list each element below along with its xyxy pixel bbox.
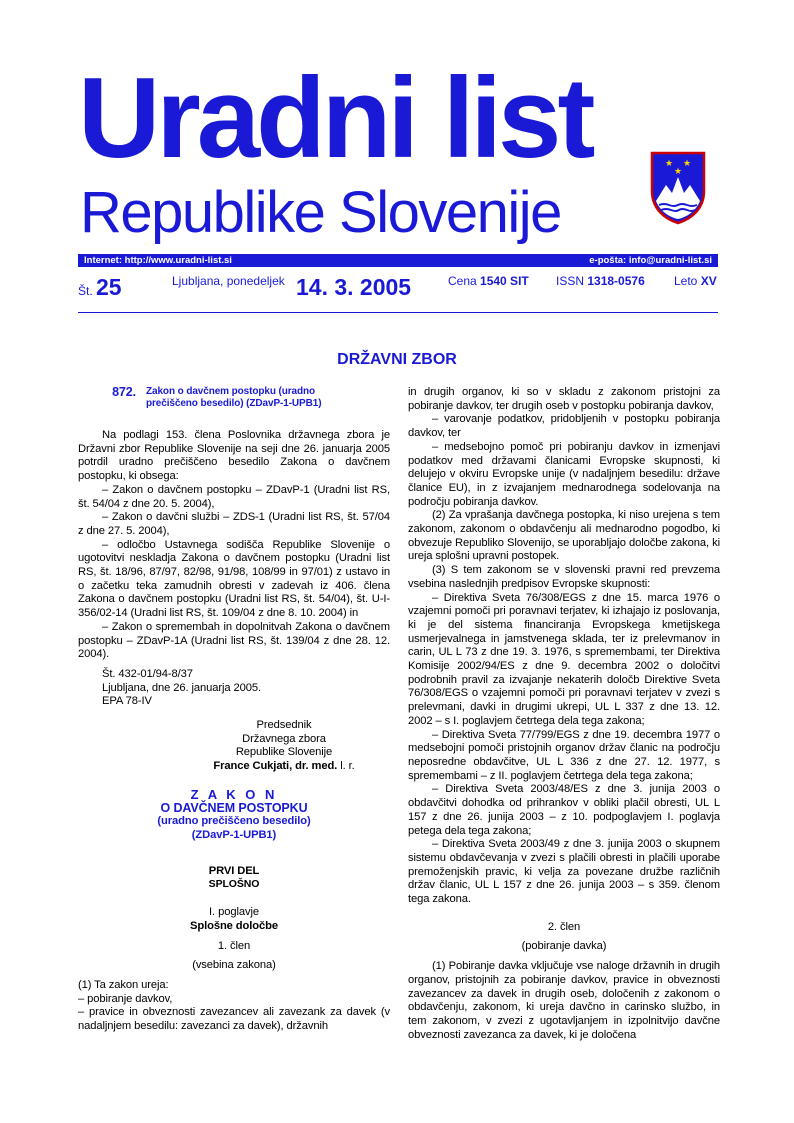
part-heading: PRVI DEL [208,864,260,877]
list-item: – Direktiva Sveta 2003/49 z dne 3. junija 2003 o skupnem sistemu obdavčevanja v zvezi s plačili obresti in plačili uporabe premoženjskih pravic, ki velja za povezane družbe različnih držav članic, UL L 157 z dne 26. junija 2003 – s 359. členom tega zakona. [408,838,720,906]
paragraph: (2) Za vprašanja davčnega postopka, ki niso urejena s tem zakonom, zakonom o obdavčenju ali mednarodno pogodbo, ki obvezuje Republiko Slovenijo, se uporabljajo določbe zakona, ki ureja splošni upravni postopek. [408,509,720,563]
issn: ISSN 1318-0576 [556,274,645,288]
paragraph: (1) Pobiranje davka vključuje vse naloge državnih in drugih organov, pristojnih za pobiranje davkov, pravice in obveznosti zavezancev za davek in drugih oseb, določenih z zakonom o obdavčenju, zakonom, ki ureja davčno in carinsko službo, in tem zakonom, v zvezi z ugotavljanjem in izpolnitvijo davčne obveznosti zavezanca za davek, ki je določena [408,960,720,1041]
place-day: Ljubljana, ponedeljek [172,274,285,288]
header-divider [78,312,718,313]
year: Leto XV [674,274,717,288]
paragraph: (3) S tem zakonom se v slovenski pravni red prevzema vsebina naslednjih predpisov Evropske skupnosti: [408,564,720,590]
section-title: DRŽAVNI ZBOR [337,351,457,368]
internet-link[interactable]: Internet: http://www.uradni-list.si [84,255,232,266]
article-title: (pobiranje davka) [521,940,607,953]
list-item: – pravice in obveznosti zavezancev ali zavezank za davek (v nadaljnjem besedilu: zavezanci za davek), državnih [78,1006,390,1033]
reference-date: Ljubljana, dne 26. januarja 2005. [102,681,262,694]
paragraph: Na podlagi 153. člena Poslovnika državnega zbora je Državni zbor Republike Slovenije na seji dne 26. januarja 2005 potrdil uradno prečiščeno besedilo Zakona o davčnem postopku, ki obsega: [78,429,390,483]
signatory-name: France Cukjati, dr. med. [213,760,338,773]
list-item: – Zakon o spremembah in dopolnitvah Zakona o davčnem postopku – ZDavP-1A (Uradni list RS, št. 139/04 z dne 28. 12. 2004). [78,620,390,661]
email-link[interactable]: e-pošta: info@uradni-list.si [589,255,712,266]
price: Cena 1540 SIT [448,274,529,288]
coat-of-arms-icon [649,151,707,225]
svg-text:★: ★ [664,159,674,169]
masthead-title: Uradni list [78,55,592,182]
item-title: Zakon o davčnem postopku (uradno prečiščeno besedilo) (ZDavP-1-UPB1) [146,386,322,409]
article-heading: 1. člen [217,939,251,952]
law-name: O DAVČNEM POSTOPKU [160,800,308,815]
issue-date: 14. 3. 2005 [296,274,412,300]
signature-block: Predsednik Državnega zbora Republike Slovenije France Cukjati, dr. med. l. r. [213,719,355,773]
list-item: – Zakon o davčnem postopku – ZDavP-1 (Uradni list RS, št. 54/04 z dne 20. 5. 2004), [78,483,390,510]
masthead-subtitle: Republike Slovenije [80,180,561,245]
list-item: – pobiranje davkov, [78,992,173,1005]
list-item: – odločbo Ustavnega sodišča Republike Slovenije o ugotovitvi neskladja Zakona o davčnem postopku (Uradni list RS, št. 18/96, 87/97, 82/98, 91/98, 108/99 in 97/01) z ustavo in o začetku teka zamudnih obresti v zadevah iz 406. člena Zakona o davčnem postopku (Uradni list RS, št. 54/04), št. U-I-356/02-14 (Uradni list RS, št. 109/04 z dne 8. 10. 2004) in [78,538,390,620]
list-item: – Direktiva Sveta 76/308/EGS z dne 15. marca 1976 o vzajemni pomoči pri poravnavi terjatev, ki izhajajo iz poslovanja, ki je del sistema financiranja Evropskega kmetijskega usmerjevalnega in jamstvenega sklada, ter iz prelevmanov in carin, UL L 73 z dne 19. 3. 1976, s spremembami, ter Direktiva Komisije 2002/94/ES z dne 9. decembra 2002 o določitvi podrobnih pravil za izvajanje nekaterih določb Direktive Sveta 76/308/EGS o vzajemni pomoči pri poravnavi terjatev v zvezi s prelevmani, davki in drugimi ukrepi, UL L 337 z dne 13. 12. 2002 – s I. poglavjem četrtega dela tega zakona; [408,591,720,727]
item-heading [78,386,390,410]
law-heading: Z A K O N [190,786,278,802]
svg-text:★: ★ [673,167,683,177]
law-abbreviation: (ZDavP-1-UPB1) [191,828,277,841]
list-item: – varovanje podatkov, pridobljenih v postopku pobiranja davkov, ter [408,413,720,440]
reference-number: Št. 432-01/94-8/37 [102,667,193,680]
paragraph: in drugih organov, ki so v skladu z zakonom pristojni za pobiranje davkov, ter drugih oseb v postopku pobiranja davkov, [408,386,720,412]
chapter-heading: I. poglavje [209,906,259,919]
list-item: – medsebojno pomoč pri pobiranju davkov in izmenjavi podatkov med državami članicami Evropske skupnosti, ki delujejo v okviru Evropske unije (v nadaljnjem besedilu: države članice EU), in z izvajanjem mednarodnega sodelovanja na področju pobiranja davkov. [408,440,720,508]
reference-epa: EPA 78-IV [102,695,152,708]
paragraph: (1) Ta zakon ureja: [78,978,169,991]
list-item: – Direktiva Sveta 2003/48/ES z dne 3. junija 2003 o obdavčitvi dohodka od prihrankov v obliki plačil obresti, UL L 157 z dne 26. junija 2003 – z 10. podpoglavjem I. poglavja petega dela tega zakona; [408,783,720,837]
issue-number: Št. 25 [78,274,122,300]
svg-text:★: ★ [682,159,692,169]
article-title: (vsebina zakona) [192,959,276,972]
chapter-title: Splošne določbe [189,919,278,932]
item-number: 872. [112,385,136,399]
contact-bar [78,254,718,267]
left-column [78,386,390,1034]
law-subtitle: (uradno prečiščeno besedilo) [157,815,311,828]
list-item: – Direktiva Sveta 77/799/EGS z dne 19. decembra 1977 o medsebojni pomoči pristojnih organov držav članic na področju neposredne obdavčitve, UL L 336 z dne 27. 12. 1977, s spremembami – z II. poglavjem četrtega dela tega zakona; [408,728,720,782]
list-item: – Zakon o davčni službi – ZDS-1 (Uradni list RS, št. 57/04 z dne 27. 5. 2004), [78,511,390,537]
part-title: SPLOŠNO [208,878,260,891]
right-column [408,386,720,1042]
article-heading: 2. člen [547,920,581,933]
